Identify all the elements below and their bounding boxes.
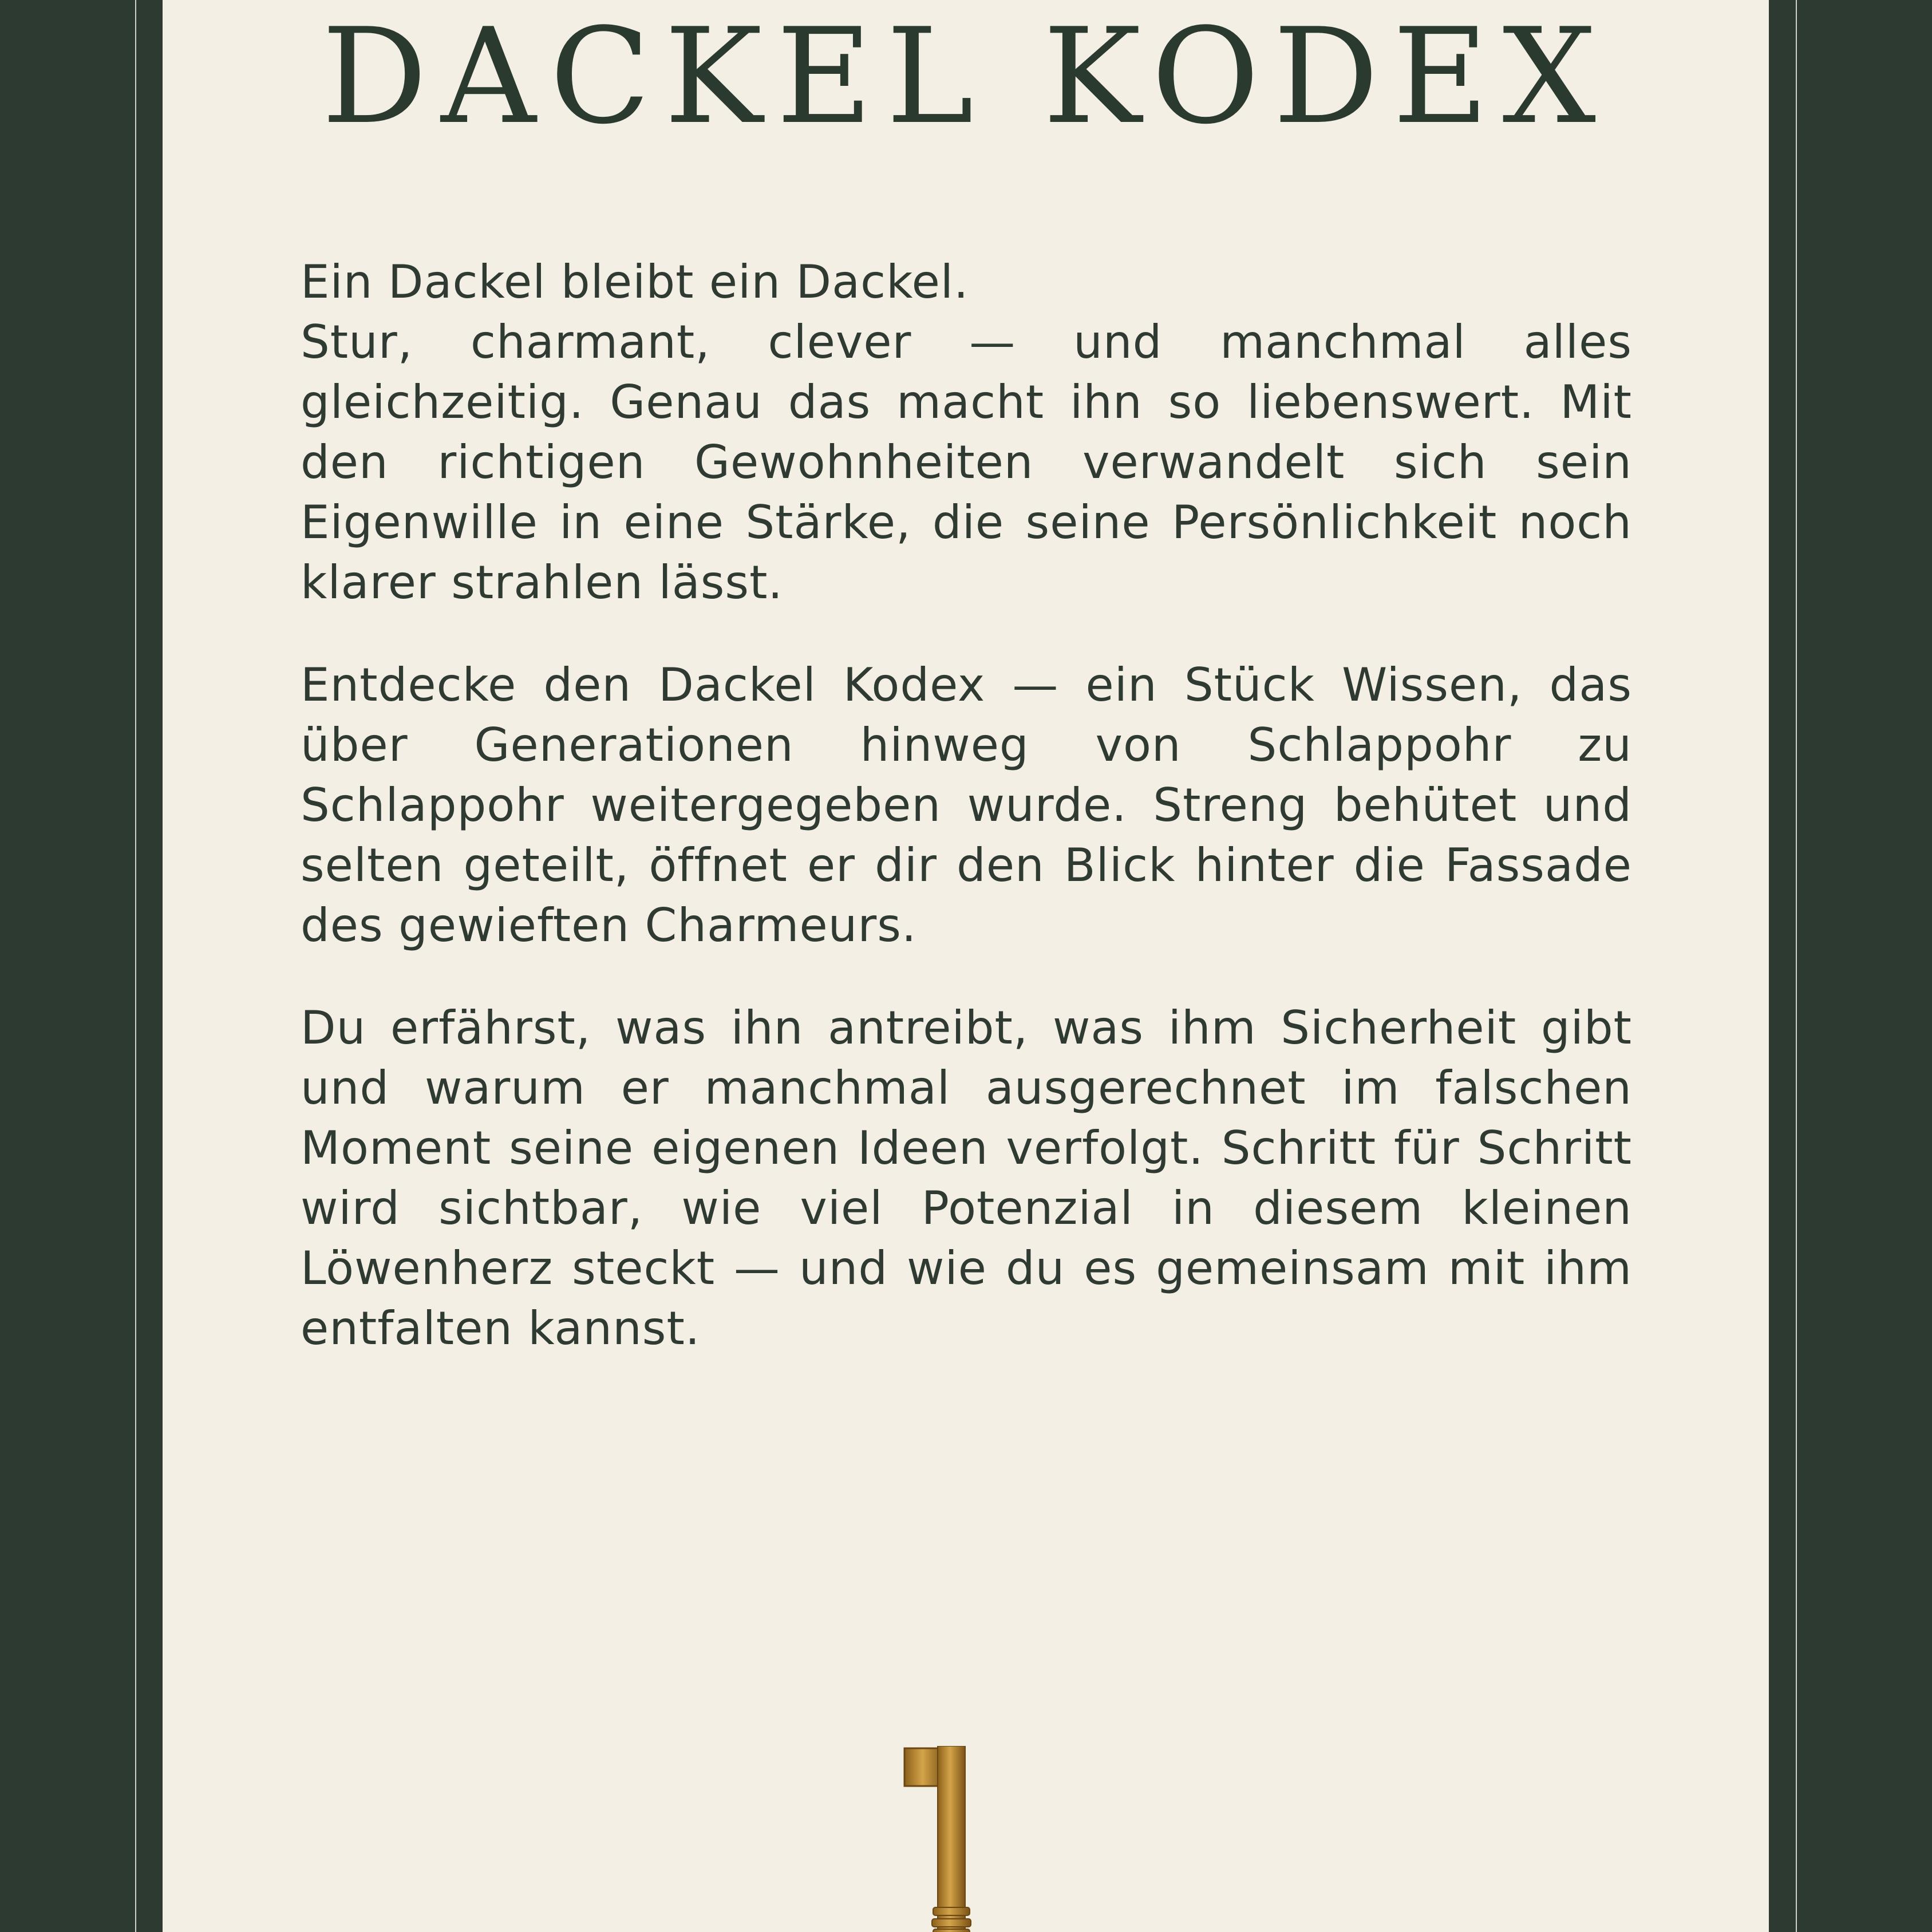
key-icon <box>901 1746 993 1932</box>
paragraph-3: Du erfährst, was ihn antreibt, was ihm Sicherheit gibt und warum er manchmal ausgerechnet im falschen Moment seine eigenen Ideen verfolgt. Schritt für Schritt wird sichtbar, wie viel Potenzial in diesem kleinen Löwenherz steckt — und wie du es gemeinsam mit ihm entfalten kannst. <box>301 1001 1632 1355</box>
frame-line-left <box>135 0 136 1932</box>
paragraph-1-text: Stur, charmant, clever — und manchmal alles gleichzeitig. Genau das macht ihn so liebenswert. Mit den richtigen Gewohnheiten verwandelt sich sein Eigenwille in eine Stärke, die seine Persönlichkeit noch klarer strahlen lässt. <box>301 315 1632 609</box>
page-title: DACKEL KODEX <box>321 1 1610 153</box>
paragraph-1-first-line: Ein Dackel bleibt ein Dackel. <box>301 255 969 309</box>
key-shaft <box>938 1746 965 1932</box>
content-panel <box>163 0 1769 1932</box>
frame-line-right <box>1796 0 1797 1932</box>
paragraph-2: Entdecke den Dackel Kodex — ein Stück Wissen, das über Generationen hinweg von Schlappohr zu Schlappohr weitergegeben wurde. Streng behütet und selten geteilt, öffnet er dir den Blick hinter die Fassade des gewieften Charmeurs. <box>301 658 1632 952</box>
paragraph-1 <box>301 252 1632 613</box>
body-text <box>301 252 1632 1401</box>
